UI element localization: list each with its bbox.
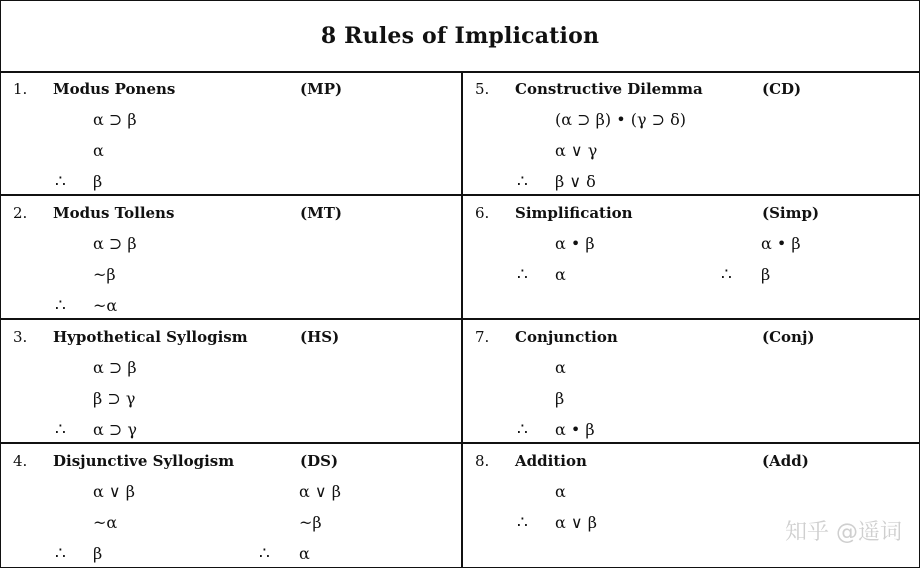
- premise-1: α ⊃ β: [93, 110, 137, 129]
- conclusion: ~α: [93, 296, 118, 315]
- premise-2: α ∨ γ: [555, 141, 598, 160]
- alt-conclusion: β: [761, 265, 771, 284]
- rule-abbreviation: (Conj): [762, 328, 815, 346]
- rule-cell-mp: [1, 72, 459, 196]
- premise-2: α: [93, 141, 104, 160]
- premise-1: α: [555, 358, 566, 377]
- therefore-symbol: ∴: [55, 172, 66, 192]
- rule-number: 2.: [13, 204, 28, 222]
- rule-cell-conj: [463, 320, 920, 444]
- rule-number: 7.: [475, 328, 490, 346]
- rule-abbreviation: (Simp): [762, 204, 820, 222]
- premise-1: α: [555, 482, 566, 501]
- conclusion: β: [93, 172, 103, 191]
- rule-abbreviation: (Add): [762, 452, 809, 470]
- rule-cell-ds: [1, 444, 459, 568]
- alt-premise-1: α ∨ β: [299, 482, 341, 501]
- rule-name: Constructive Dilemma: [515, 80, 703, 98]
- conclusion: α • β: [555, 420, 595, 439]
- rule-cell-mt: [1, 196, 459, 320]
- rule-name: Conjunction: [515, 328, 618, 346]
- rule-number: 1.: [13, 80, 28, 98]
- rule-abbreviation: (MT): [300, 204, 342, 222]
- rule-cell-add: [463, 444, 920, 568]
- rule-abbreviation: (HS): [300, 328, 340, 346]
- rule-name: Modus Ponens: [53, 80, 176, 98]
- rule-abbreviation: (MP): [300, 80, 343, 98]
- therefore-symbol: ∴: [55, 544, 66, 564]
- alt-conclusion: α: [299, 544, 310, 563]
- rule-number: 6.: [475, 204, 490, 222]
- premise-2: ~β: [93, 265, 116, 284]
- rule-cell-hs: [1, 320, 459, 444]
- rule-abbreviation: (CD): [762, 80, 802, 98]
- rule-cell-simp: [463, 196, 920, 320]
- rule-cell-cd: [463, 72, 920, 196]
- rule-number: 4.: [13, 452, 28, 470]
- rule-number: 8.: [475, 452, 490, 470]
- premise-2: ~α: [93, 513, 118, 532]
- rule-name: Disjunctive Syllogism: [53, 452, 235, 470]
- conclusion: β ∨ δ: [555, 172, 596, 191]
- therefore-symbol: ∴: [517, 172, 528, 192]
- rule-name: Modus Tollens: [53, 204, 175, 222]
- conclusion: α ⊃ γ: [93, 420, 137, 439]
- therefore-symbol: ∴: [721, 265, 732, 285]
- conclusion: α ∨ β: [555, 513, 597, 532]
- conclusion: β: [93, 544, 103, 563]
- premise-1: α ∨ β: [93, 482, 135, 501]
- premise-1: α ⊃ β: [93, 358, 137, 377]
- therefore-symbol: ∴: [517, 265, 528, 285]
- rule-number: 3.: [13, 328, 28, 346]
- rule-name: Hypothetical Syllogism: [53, 328, 248, 346]
- premise-1: α ⊃ β: [93, 234, 137, 253]
- premise-2: β: [555, 389, 565, 408]
- premise-1: (α ⊃ β) • (γ ⊃ δ): [555, 110, 686, 129]
- conclusion: α: [555, 265, 566, 284]
- rule-name: Simplification: [515, 204, 633, 222]
- title-bar: [1, 1, 919, 73]
- therefore-symbol: ∴: [55, 296, 66, 316]
- page-title: 8 Rules of Implication: [320, 23, 600, 49]
- rule-name: Addition: [515, 452, 587, 470]
- therefore-symbol: ∴: [517, 420, 528, 440]
- alt-premise-1: α • β: [761, 234, 801, 253]
- therefore-symbol: ∴: [55, 420, 66, 440]
- rule-abbreviation: (DS): [300, 452, 339, 470]
- premise-1: α • β: [555, 234, 595, 253]
- therefore-symbol: ∴: [517, 513, 528, 533]
- therefore-symbol: ∴: [259, 544, 270, 564]
- premise-2: β ⊃ γ: [93, 389, 136, 408]
- watermark: 知乎 @遥词: [785, 520, 902, 545]
- alt-premise-2: ~β: [299, 513, 322, 532]
- rule-number: 5.: [475, 80, 490, 98]
